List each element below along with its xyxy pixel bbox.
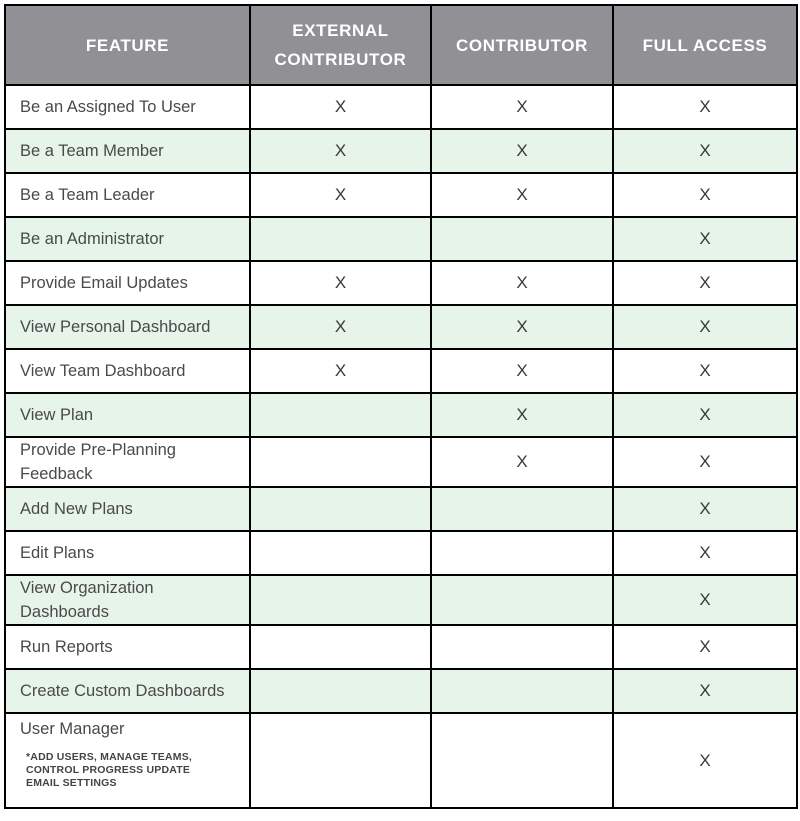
table-row (5, 625, 797, 669)
cell-external-contributor (250, 85, 431, 129)
feature-cell (5, 217, 250, 261)
feature-label: Run Reports (20, 638, 113, 656)
cell-contributor (431, 393, 613, 437)
check-mark-x: X (334, 273, 347, 292)
check-mark-x: X (699, 317, 711, 336)
cell-external-contributor (250, 393, 431, 437)
table-row (5, 393, 797, 437)
feature-cell (5, 349, 250, 393)
header-label: FEATURE (85, 35, 170, 55)
feature-label: View Personal Dashboard (20, 318, 211, 336)
cell-external-contributor (250, 487, 431, 531)
feature-label: View Plan (20, 406, 94, 424)
cell-external-contributor (250, 625, 431, 669)
feature-label: User Manager (20, 720, 125, 738)
cell-external-contributor (250, 575, 431, 625)
feature-label: Edit Plans (20, 544, 95, 562)
check-mark-x: X (699, 97, 711, 116)
header-feature (5, 5, 250, 85)
table-row (5, 437, 797, 487)
header-label-line1: EXTERNAL (292, 21, 389, 40)
table-row (5, 349, 797, 393)
cell-contributor (431, 437, 613, 487)
check-mark-x: X (516, 273, 528, 292)
header-full-access (613, 5, 797, 85)
cell-full-access (613, 261, 797, 305)
check-mark-x: X (334, 141, 347, 160)
cell-full-access (613, 217, 797, 261)
check-mark-x: X (516, 405, 528, 424)
cell-contributor (431, 625, 613, 669)
cell-full-access (613, 669, 797, 713)
feature-label: Be a Team Leader (20, 186, 155, 204)
cell-external-contributor (250, 349, 431, 393)
cell-full-access (613, 531, 797, 575)
header-row (5, 5, 797, 85)
feature-cell (5, 393, 250, 437)
feature-cell (5, 575, 250, 625)
check-mark-x: X (699, 185, 711, 204)
check-mark-x: X (334, 97, 347, 116)
cell-external-contributor (250, 531, 431, 575)
check-mark-x: X (516, 141, 528, 160)
cell-contributor (431, 173, 613, 217)
check-mark-x: X (699, 499, 711, 518)
cell-full-access (613, 487, 797, 531)
cell-external-contributor (250, 217, 431, 261)
cell-external-contributor (250, 669, 431, 713)
cell-contributor (431, 85, 613, 129)
feature-cell (5, 713, 250, 808)
cell-full-access (613, 575, 797, 625)
header-label-line2: CONTRIBUTOR (274, 50, 407, 69)
cell-external-contributor (250, 713, 431, 808)
check-mark-x: X (516, 361, 528, 380)
cell-contributor (431, 713, 613, 808)
table-row (5, 85, 797, 129)
feature-cell (5, 437, 250, 487)
header-label: CONTRIBUTOR (456, 35, 588, 55)
check-mark-x: X (699, 750, 711, 770)
check-mark-x: X (334, 185, 347, 204)
table-row (5, 305, 797, 349)
header-external-contributor (250, 5, 431, 85)
feature-label: Provide Email Updates (20, 274, 188, 292)
cell-full-access (613, 349, 797, 393)
feature-label: Create Custom Dashboards (20, 682, 225, 700)
feature-cell (5, 487, 250, 531)
cell-contributor (431, 305, 613, 349)
check-mark-x: X (516, 185, 528, 204)
feature-cell (5, 173, 250, 217)
cell-contributor (431, 531, 613, 575)
check-mark-x: X (699, 681, 711, 700)
feature-label: View Team Dashboard (20, 362, 186, 380)
cell-contributor (431, 349, 613, 393)
check-mark-x: X (699, 405, 711, 424)
permissions-table (4, 4, 798, 809)
feature-cell (5, 261, 250, 305)
check-mark-x: X (699, 590, 711, 609)
feature-label: Be an Assigned To User (20, 98, 196, 116)
check-mark-x: X (699, 452, 711, 471)
cell-contributor (431, 217, 613, 261)
check-mark-x: X (516, 317, 528, 336)
cell-external-contributor (250, 305, 431, 349)
table-row (5, 669, 797, 713)
feature-note-line: EMAIL SETTINGS (26, 777, 117, 789)
table-row (5, 129, 797, 173)
table-row (5, 713, 797, 808)
cell-full-access (613, 173, 797, 217)
check-mark-x: X (699, 229, 711, 248)
cell-full-access (613, 625, 797, 669)
table-row (5, 531, 797, 575)
feature-label: Be an Administrator (20, 230, 164, 248)
check-mark-x: X (699, 637, 711, 656)
cell-external-contributor (250, 129, 431, 173)
feature-cell (5, 669, 250, 713)
feature-note (20, 751, 249, 790)
header-contributor (431, 5, 613, 85)
cell-external-contributor (250, 261, 431, 305)
table-row (5, 217, 797, 261)
feature-label: Add New Plans (20, 500, 133, 518)
cell-full-access (613, 129, 797, 173)
check-mark-x: X (334, 317, 347, 336)
cell-external-contributor (250, 437, 431, 487)
feature-note-line: CONTROL PROGRESS UPDATE (26, 764, 191, 776)
cell-full-access (613, 305, 797, 349)
feature-note-line: *ADD USERS, MANAGE TEAMS, (26, 751, 193, 763)
cell-contributor (431, 129, 613, 173)
cell-full-access (613, 85, 797, 129)
cell-contributor (431, 575, 613, 625)
check-mark-x: X (699, 361, 711, 380)
cell-full-access (613, 437, 797, 487)
table-row (5, 487, 797, 531)
check-mark-x: X (699, 273, 711, 292)
feature-cell (5, 85, 250, 129)
table-row (5, 173, 797, 217)
feature-cell (5, 305, 250, 349)
feature-cell (5, 129, 250, 173)
cell-full-access (613, 713, 797, 808)
cell-external-contributor (250, 173, 431, 217)
header-label: FULL ACCESS (642, 35, 768, 55)
cell-contributor (431, 261, 613, 305)
check-mark-x: X (516, 452, 528, 471)
feature-label: Be a Team Member (20, 142, 164, 160)
feature-label: View Organization Dashboards (20, 579, 154, 621)
feature-cell (5, 625, 250, 669)
check-mark-x: X (516, 97, 528, 116)
feature-cell (5, 531, 250, 575)
check-mark-x: X (699, 543, 711, 562)
table-row (5, 261, 797, 305)
feature-label: Provide Pre-Planning Feedback (20, 441, 176, 483)
cell-contributor (431, 487, 613, 531)
table-row (5, 575, 797, 625)
check-mark-x: X (334, 361, 347, 380)
check-mark-x: X (699, 141, 711, 160)
cell-full-access (613, 393, 797, 437)
cell-contributor (431, 669, 613, 713)
